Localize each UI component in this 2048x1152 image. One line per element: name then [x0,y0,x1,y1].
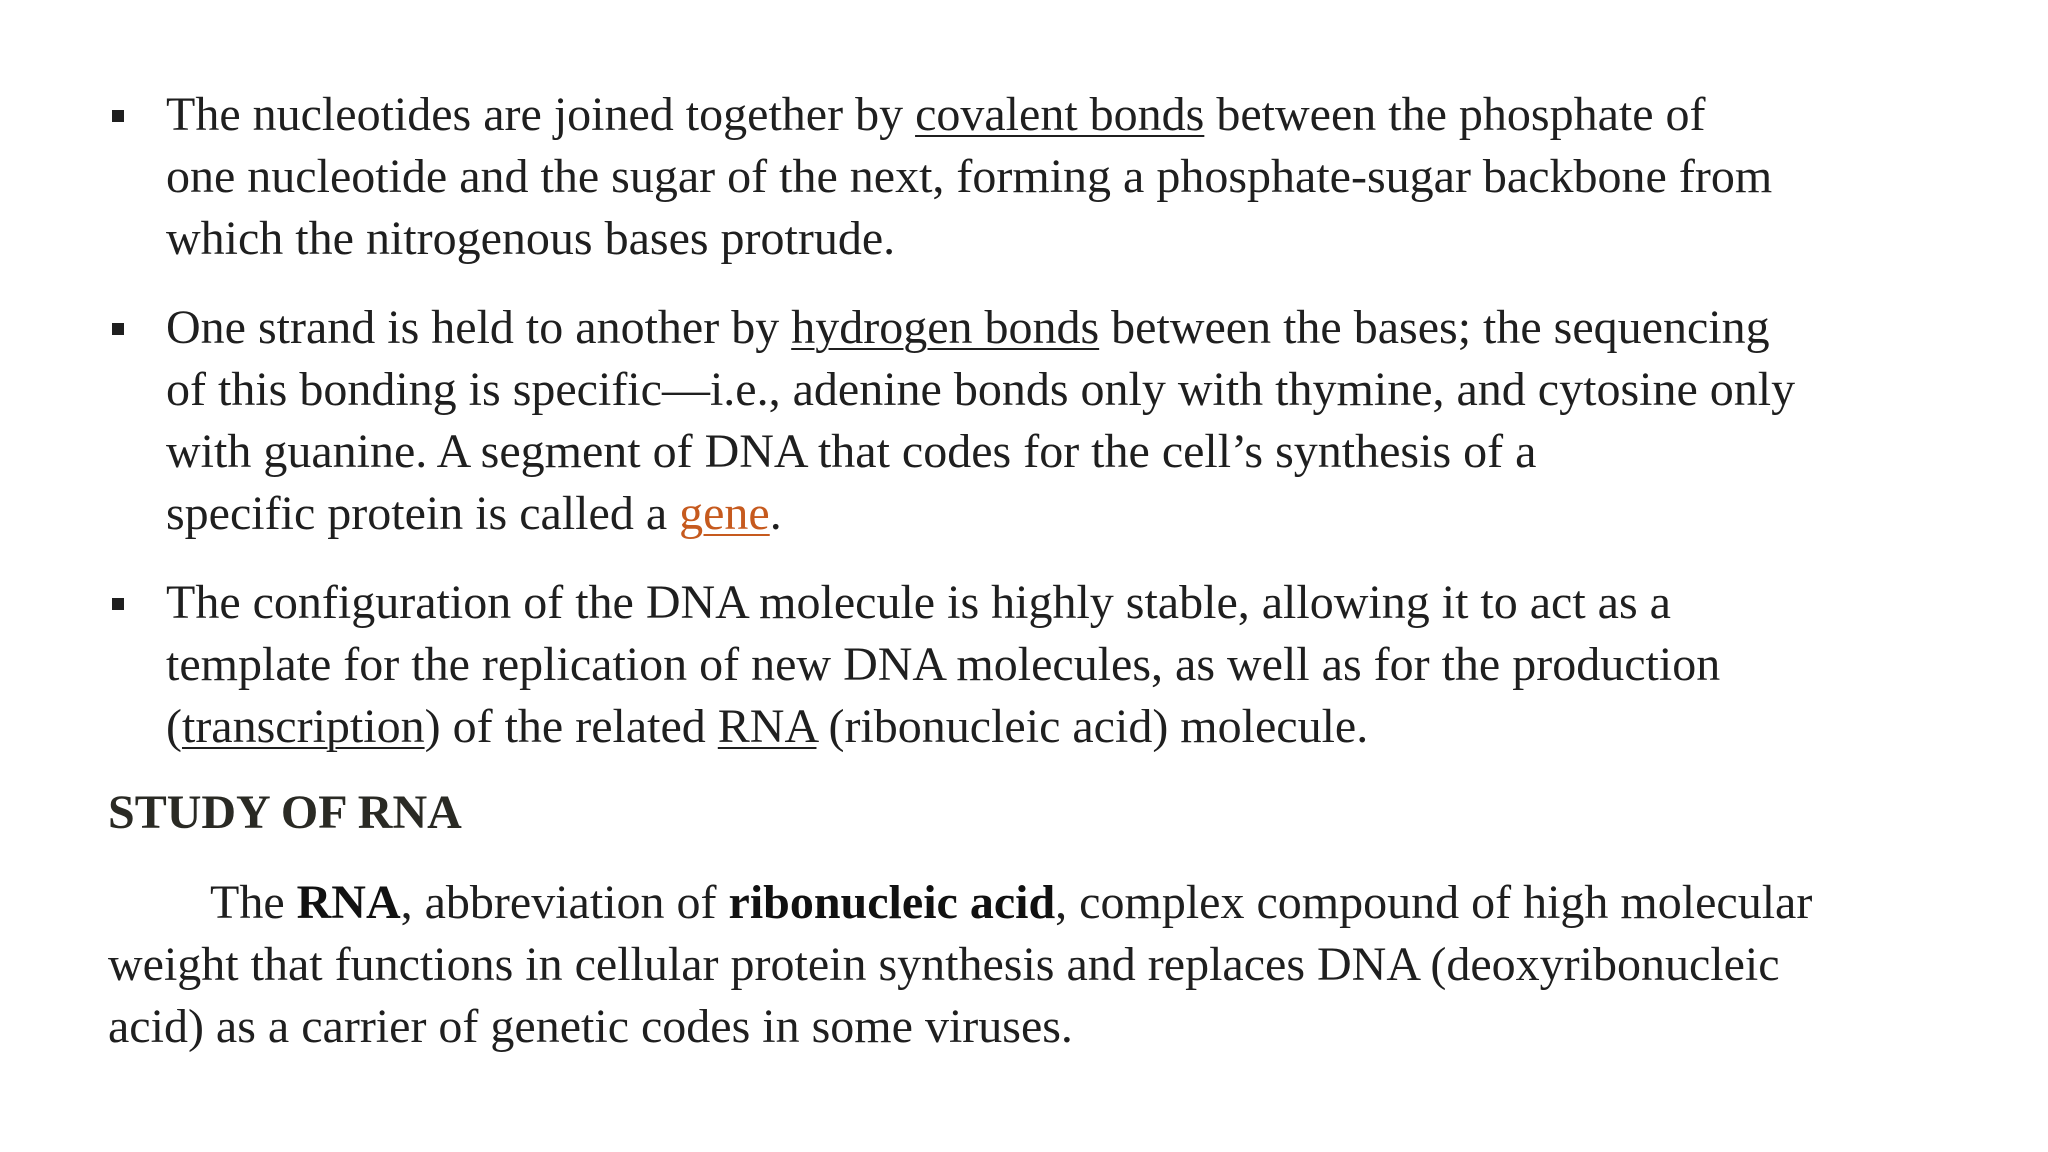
bold-term-rna: RNA [296,876,401,929]
bullet-line: The configuration of the DNA molecule is highly stable, allowing it to act as a [166,576,1671,629]
bullet-line: which the nitrogenous bases protrude. [166,212,896,265]
link-covalent-bonds[interactable]: covalent bonds [915,88,1205,141]
text-run: One strand is held to another by [166,301,792,354]
bullet-line [166,84,2008,146]
text-run: ) of the related [424,700,718,753]
bullet-line: with guanine. A segment of DNA that codes for the cell’s synthesis of a [166,425,1537,478]
link-hydrogen-bonds[interactable]: hydrogen bonds [791,301,1100,354]
text-run: between the bases; the sequencing [1099,301,1770,354]
rna-paragraph [108,872,2028,1058]
paragraph-line: acid) as a carrier of genetic codes in some viruses. [108,1000,1073,1053]
text-run: , abbreviation of [400,876,729,929]
bold-term-ribonucleic-acid: ribonucleic acid [728,876,1056,929]
bullet-line: template for the replication of new DNA molecules, as well as for the production [166,638,1721,691]
text-run: between the phosphate of [1204,88,1706,141]
bullet-line [166,297,2008,359]
section-heading: STUDY OF RNA [108,786,462,839]
text-run: . [769,487,782,540]
bullet-list [108,84,2008,785]
bullet-line [166,483,2008,545]
bullet-line: of this bonding is specific—i.e., adenine bonds only with thymine, and cytosine only [166,363,1796,416]
square-bullet-icon [112,323,124,335]
link-rna[interactable]: RNA [717,700,817,753]
square-bullet-icon [112,598,124,610]
text-run: ( [166,700,182,753]
square-bullet-icon [112,110,124,122]
text-run: The [210,876,297,929]
bullet-line [166,696,2008,758]
text-run: The nucleotides are joined together by [166,88,916,141]
text-run: specific protein is called a [166,487,680,540]
text-run: (ribonucleic acid) molecule. [816,700,1369,753]
text-run: , complex compound of high molecular [1055,876,1813,929]
link-transcription[interactable]: transcription [181,700,425,753]
bullet-item-dna-configuration [108,572,2008,758]
bullet-item-covalent-bonds [108,84,2008,270]
bullet-item-hydrogen-bonds [108,297,2008,545]
bullet-line: one nucleotide and the sugar of the next, forming a phosphate-sugar backbone from [166,150,1773,203]
paragraph-line [108,872,2028,934]
paragraph-line: weight that functions in cellular protein synthesis and replaces DNA (deoxyribonucleic [108,938,1780,991]
link-gene[interactable]: gene [679,487,770,540]
